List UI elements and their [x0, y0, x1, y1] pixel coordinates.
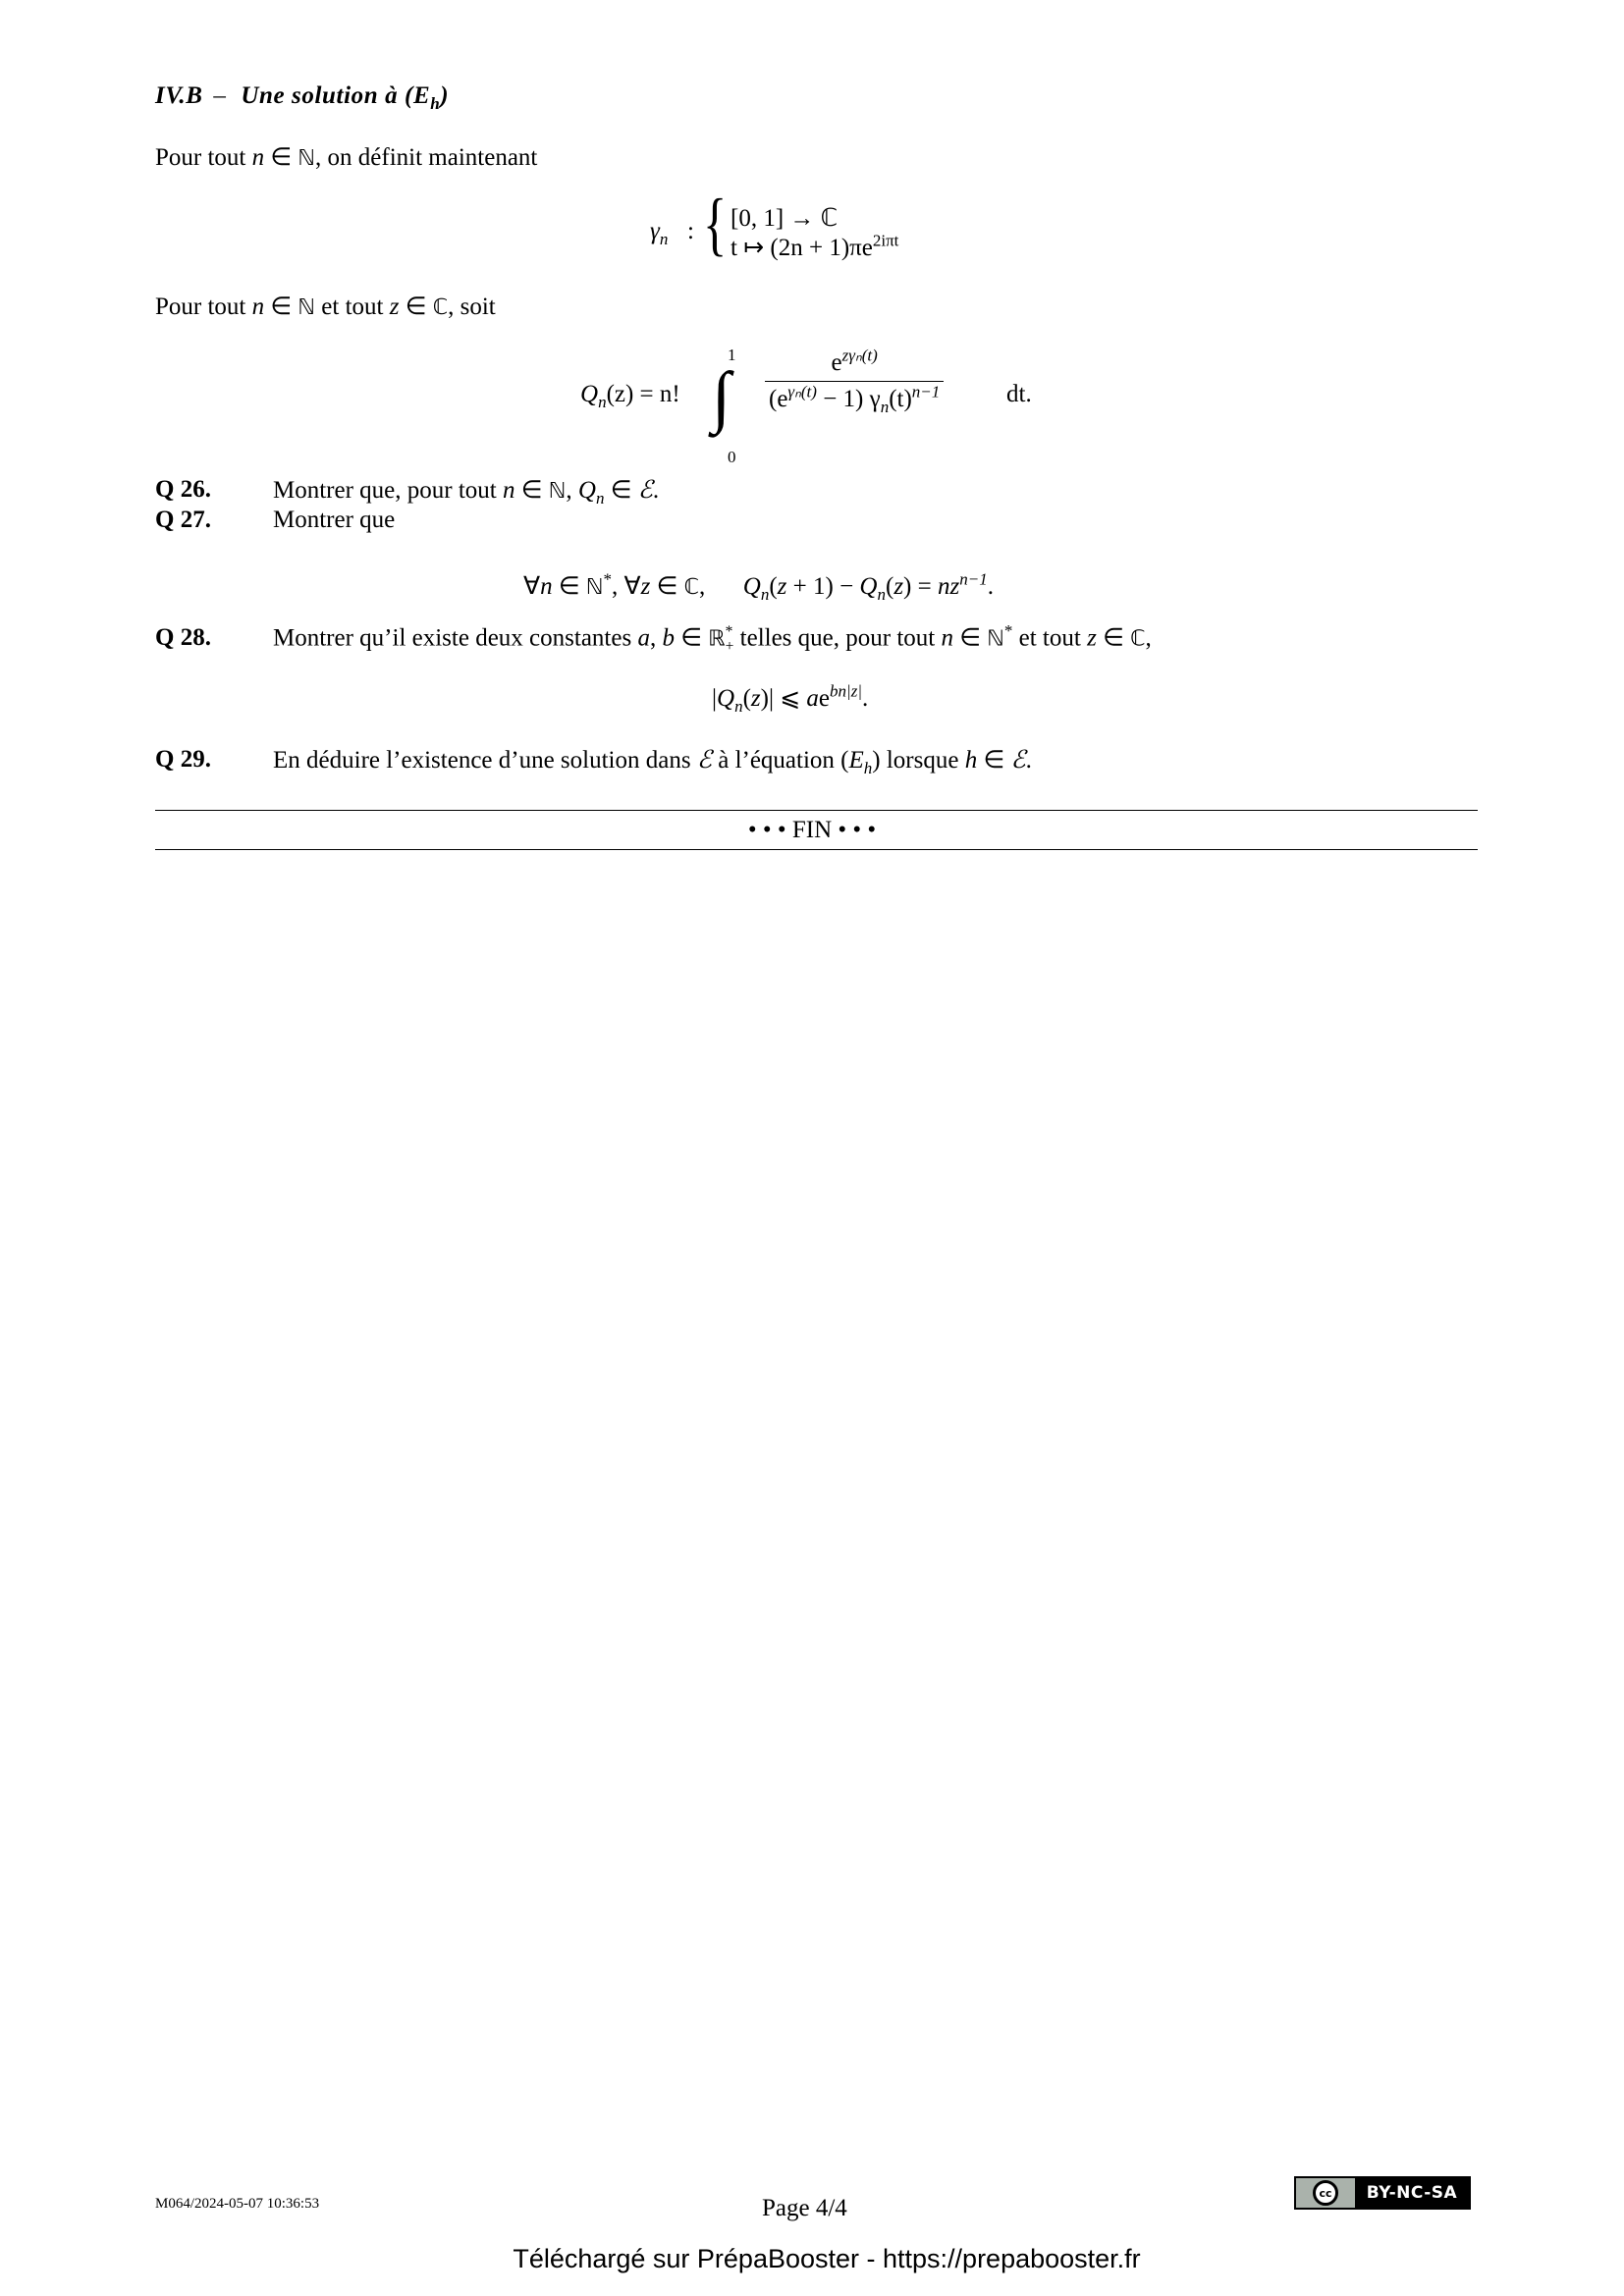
cc-logo-area	[1296, 2178, 1355, 2208]
integral-sign: ∫	[712, 359, 731, 435]
gamma-domain-line: [0, 1] → ℂ	[731, 205, 839, 232]
page-number: Page 4/4	[762, 2195, 847, 2221]
math-var: n	[251, 144, 265, 171]
left-brace: {	[703, 185, 728, 263]
end-marker: • • • FIN • • •	[747, 817, 877, 843]
text: ∈	[264, 144, 298, 171]
creative-commons-icon: cc	[1313, 2180, 1338, 2206]
download-notice[interactable]: Téléchargé sur PrépaBooster - https://prepabooster.fr	[513, 2244, 1141, 2273]
license-badge[interactable]	[1294, 2176, 1471, 2210]
integral-differential: dt.	[1006, 381, 1032, 407]
question-26-text: Montrer que, pour tout n ∈ ℕ, $Q_n$ ∈ ℰ.	[273, 475, 660, 507]
question-27-text: Montrer que	[273, 507, 396, 533]
question-28	[155, 625, 211, 650]
question-label: Q 29.	[155, 746, 211, 773]
section-title-close: )	[440, 82, 450, 109]
section-number: IV.B	[155, 82, 203, 109]
license-label: BY-NC-SA	[1366, 2183, 1458, 2203]
intro-paragraph-2: Pour tout n ∈ ℕ et tout z ∈ ℂ, soit	[155, 294, 496, 320]
gamma-colon: :	[687, 218, 694, 244]
question-28-text: Montrer qu’il existe deux constantes a, b ∈ ℝ * + telles que, pour tout n ∈ ℕ* et tout z ∈ ℂ,	[273, 621, 1152, 655]
fraction-numerator: $e^{z\gamma_n(t)}$	[831, 346, 878, 376]
section-heading	[155, 82, 450, 113]
section-title-sub: h	[430, 94, 441, 113]
fraction-denominator: $(e^{\gamma_n(t)} - 1)$ $\gamma_n(t)^{n-1}$	[765, 381, 944, 413]
document-id: M064/2024-05-07 10:36:53	[155, 2196, 320, 2212]
integral-lower-bound: 0	[728, 448, 736, 466]
qn-lhs: $Q_n(z) = n$!	[580, 381, 680, 411]
qn-integral-definition	[580, 346, 1061, 465]
q27-equation: ∀n ∈ ℕ*, ∀z ∈ ℂ, $Q_n(z + 1) - Q_n(z) = nz^{n-1}$.	[523, 569, 994, 604]
section-dash: –	[213, 82, 227, 109]
question-26	[155, 477, 211, 502]
gamma-map-line: t ↦ $(2n + 1)\pi e^{2i\pi t}$	[731, 231, 899, 261]
question-label: Q 26.	[155, 476, 211, 503]
question-29	[155, 747, 211, 772]
integral-upper-bound: 1	[728, 346, 736, 364]
section-title: Une solution à (E	[241, 82, 431, 109]
question-27	[155, 507, 211, 532]
question-29-text: En déduire l’existence d’une solution dans ℰ à l’équation $(E_h)$ lorsque h ∈ ℰ.	[273, 745, 1032, 777]
math-set: ℕ	[298, 146, 316, 171]
end-rule-top	[155, 810, 1478, 811]
integral-fraction	[765, 346, 944, 416]
intro-paragraph-1	[155, 145, 537, 170]
question-label: Q 28.	[155, 624, 211, 651]
text: , on définit maintenant	[315, 144, 538, 171]
question-label: Q 27.	[155, 507, 211, 533]
end-rule-bottom	[155, 849, 1478, 850]
gamma-symbol: $\gamma_n$	[650, 218, 669, 248]
text: Pour tout	[155, 144, 252, 171]
q28-inequality: $|Q_n(z)|$ ⩽ $ae^{bn|z|}$.	[712, 681, 869, 716]
